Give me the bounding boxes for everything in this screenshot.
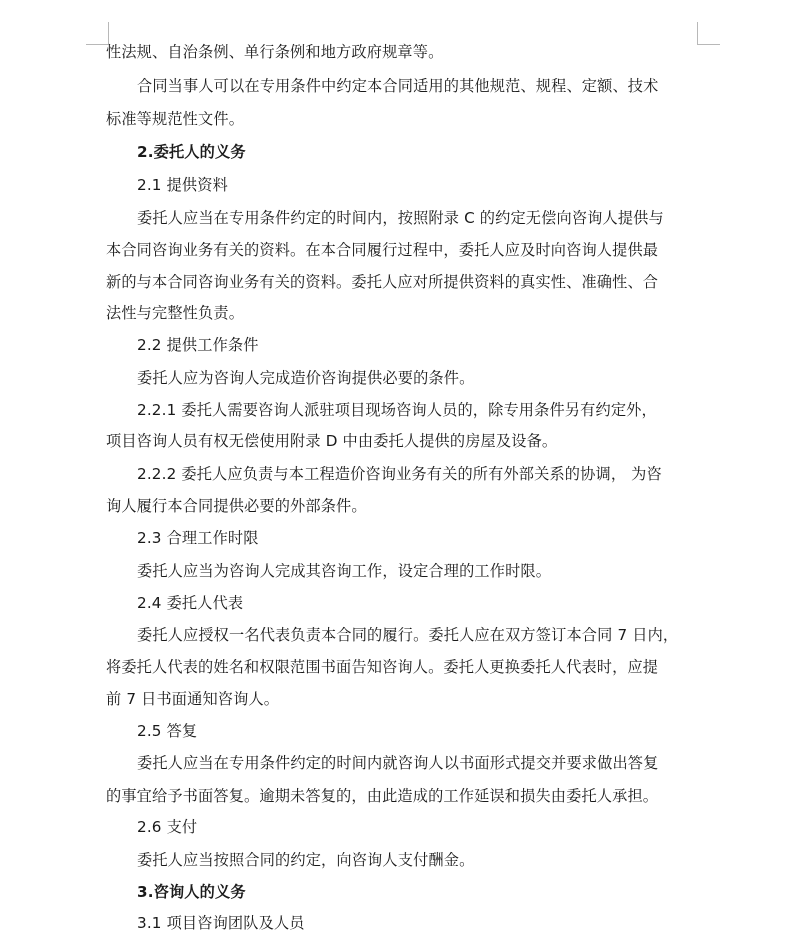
subsection-heading: 2.4 委托人代表: [137, 594, 244, 612]
body-text-line: 询人履行本合同提供必要的外部条件。: [106, 497, 367, 515]
paragraph-text-line: 委托人应授权一名代表负责本合同的履行。委托人应在双方签订本合同 7 日内，: [137, 626, 679, 644]
section-heading: 2.委托人的义务: [137, 143, 246, 161]
paragraph-text-line: 2.2.1 委托人需要咨询人派驻项目现场咨询人员的，除专用条件另有约定外，: [137, 401, 657, 419]
body-text-line: 新的与本合同咨询业务有关的资料。委托人应对所提供资料的真实性、准确性、合: [106, 273, 659, 291]
paragraph-text-line: 委托人应当在专用条件约定的时间内，按照附录 C 的约定无偿向咨询人提供与: [137, 209, 664, 227]
body-text-line: 将委托人代表的姓名和权限范围书面告知咨询人。委托人更换委托人代表时，应提: [106, 658, 659, 676]
body-text-line: 性法规、自治条例、单行条例和地方政府规章等。: [106, 43, 444, 61]
paragraph-text-line: 2.2.2 委托人应负责与本工程造价咨询业务有关的所有外部关系的协调， 为咨: [137, 465, 662, 483]
body-text-line: 的事宜给予书面答复。逾期未答复的，由此造成的工作延误和损失由委托人承担。: [106, 787, 659, 805]
subsection-heading: 2.6 支付: [137, 818, 198, 836]
subsection-heading: 2.1 提供资料: [137, 176, 228, 194]
paragraph-text-line: 委托人应为咨询人完成造价咨询提供必要的条件。: [137, 369, 475, 387]
body-text-line: 本合同咨询业务有关的资料。在本合同履行过程中，委托人应及时向咨询人提供最: [106, 241, 659, 259]
page-corner-mark-right: [697, 22, 720, 45]
body-text-line: 标准等规范性文件。: [106, 110, 245, 128]
body-text-line: 法性与完整性负责。: [106, 304, 245, 322]
paragraph-text-line: 合同当事人可以在专用条件中约定本合同适用的其他规范、规程、定额、技术: [137, 77, 659, 95]
paragraph-text-line: 委托人应当为咨询人完成其咨询工作，设定合理的工作时限。: [137, 562, 552, 580]
body-text-line: 前 7 日书面通知咨询人。: [106, 690, 280, 708]
subsection-heading: 2.5 答复: [137, 722, 198, 740]
subsection-heading: 3.1 项目咨询团队及人员: [137, 914, 305, 932]
subsection-heading: 2.2 提供工作条件: [137, 336, 259, 354]
body-text-line: 项目咨询人员有权无偿使用附录 D 中由委托人提供的房屋及设备。: [106, 432, 558, 450]
section-heading: 3.咨询人的义务: [137, 883, 246, 901]
paragraph-text-line: 委托人应当按照合同的约定，向咨询人支付酬金。: [137, 851, 475, 869]
subsection-heading: 2.3 合理工作时限: [137, 529, 259, 547]
paragraph-text-line: 委托人应当在专用条件约定的时间内就咨询人以书面形式提交并要求做出答复: [137, 754, 659, 772]
